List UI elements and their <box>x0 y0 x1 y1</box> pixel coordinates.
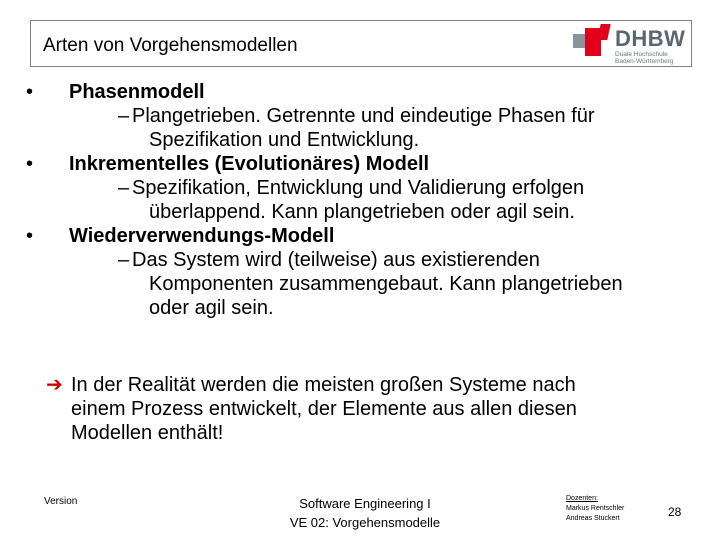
bullet-title: Inkrementelles (Evolutionäres) Modell <box>69 153 430 175</box>
footer-course-name: Software Engineering I <box>299 496 431 511</box>
footer-version: Version <box>44 496 78 507</box>
logo-subline-1: Duale Hochschule <box>615 51 668 58</box>
sub-line: Komponenten zusammengebaut. Kann plangetrieben <box>149 273 623 295</box>
footer-lecturers <box>566 494 624 524</box>
lecturer-name: Andreas Stuckert <box>566 515 620 522</box>
bullet-phasenmodell <box>22 80 702 152</box>
bullet-title: Wiederverwendungs-Modell <box>69 225 335 247</box>
conclusion-line: einem Prozess entwickelt, der Elemente aus allen diesen <box>71 398 577 420</box>
footer-course <box>250 494 480 532</box>
conclusion <box>46 373 720 445</box>
conclusion-line: In der Realität werden die meisten großen Systeme nach <box>71 374 576 396</box>
bullet-title: Phasenmodell <box>69 81 205 103</box>
sub-line: Spezifikation und Entwicklung. <box>149 129 420 151</box>
logo-text: DHBW <box>615 26 686 51</box>
sub-line: Plangetrieben. Getrennte und eindeutige Phasen für <box>132 105 595 127</box>
dhbw-logo <box>563 24 689 64</box>
sub-line: oder agil sein. <box>149 297 274 319</box>
sub-item <box>69 248 702 320</box>
bullet-inkrementelles-modell <box>22 152 702 224</box>
sub-item <box>69 176 702 224</box>
dash: – <box>118 249 130 271</box>
footer-lecture-name: VE 02: Vorgehensmodelle <box>289 515 441 530</box>
logo-red-tip <box>597 24 610 40</box>
sub-line: Das System wird (teilweise) aus existierenden <box>132 249 540 271</box>
arrow-right-icon: ➔ <box>46 374 63 396</box>
page-number: 28 <box>668 505 682 519</box>
slide-title: Arten von Vorgehensmodellen <box>43 35 298 56</box>
sub-line: Spezifikation, Entwicklung und Validierung erfolgen <box>132 177 585 199</box>
sub-item <box>69 104 702 152</box>
dash: – <box>118 105 130 127</box>
sub-line: überlappend. Kann plangetrieben oder agil sein. <box>149 201 575 223</box>
lecturer-name: Markus Rentschler <box>566 505 625 512</box>
slide-content <box>22 80 702 320</box>
bullet-wiederverwendungs-modell <box>22 224 702 320</box>
logo-subline-2: Baden-Württemberg <box>615 58 674 65</box>
conclusion-line: Modellen enthält! <box>71 422 224 444</box>
lecturers-label: Dozenten: <box>566 495 598 502</box>
dash: – <box>118 177 130 199</box>
header-box <box>30 20 692 67</box>
